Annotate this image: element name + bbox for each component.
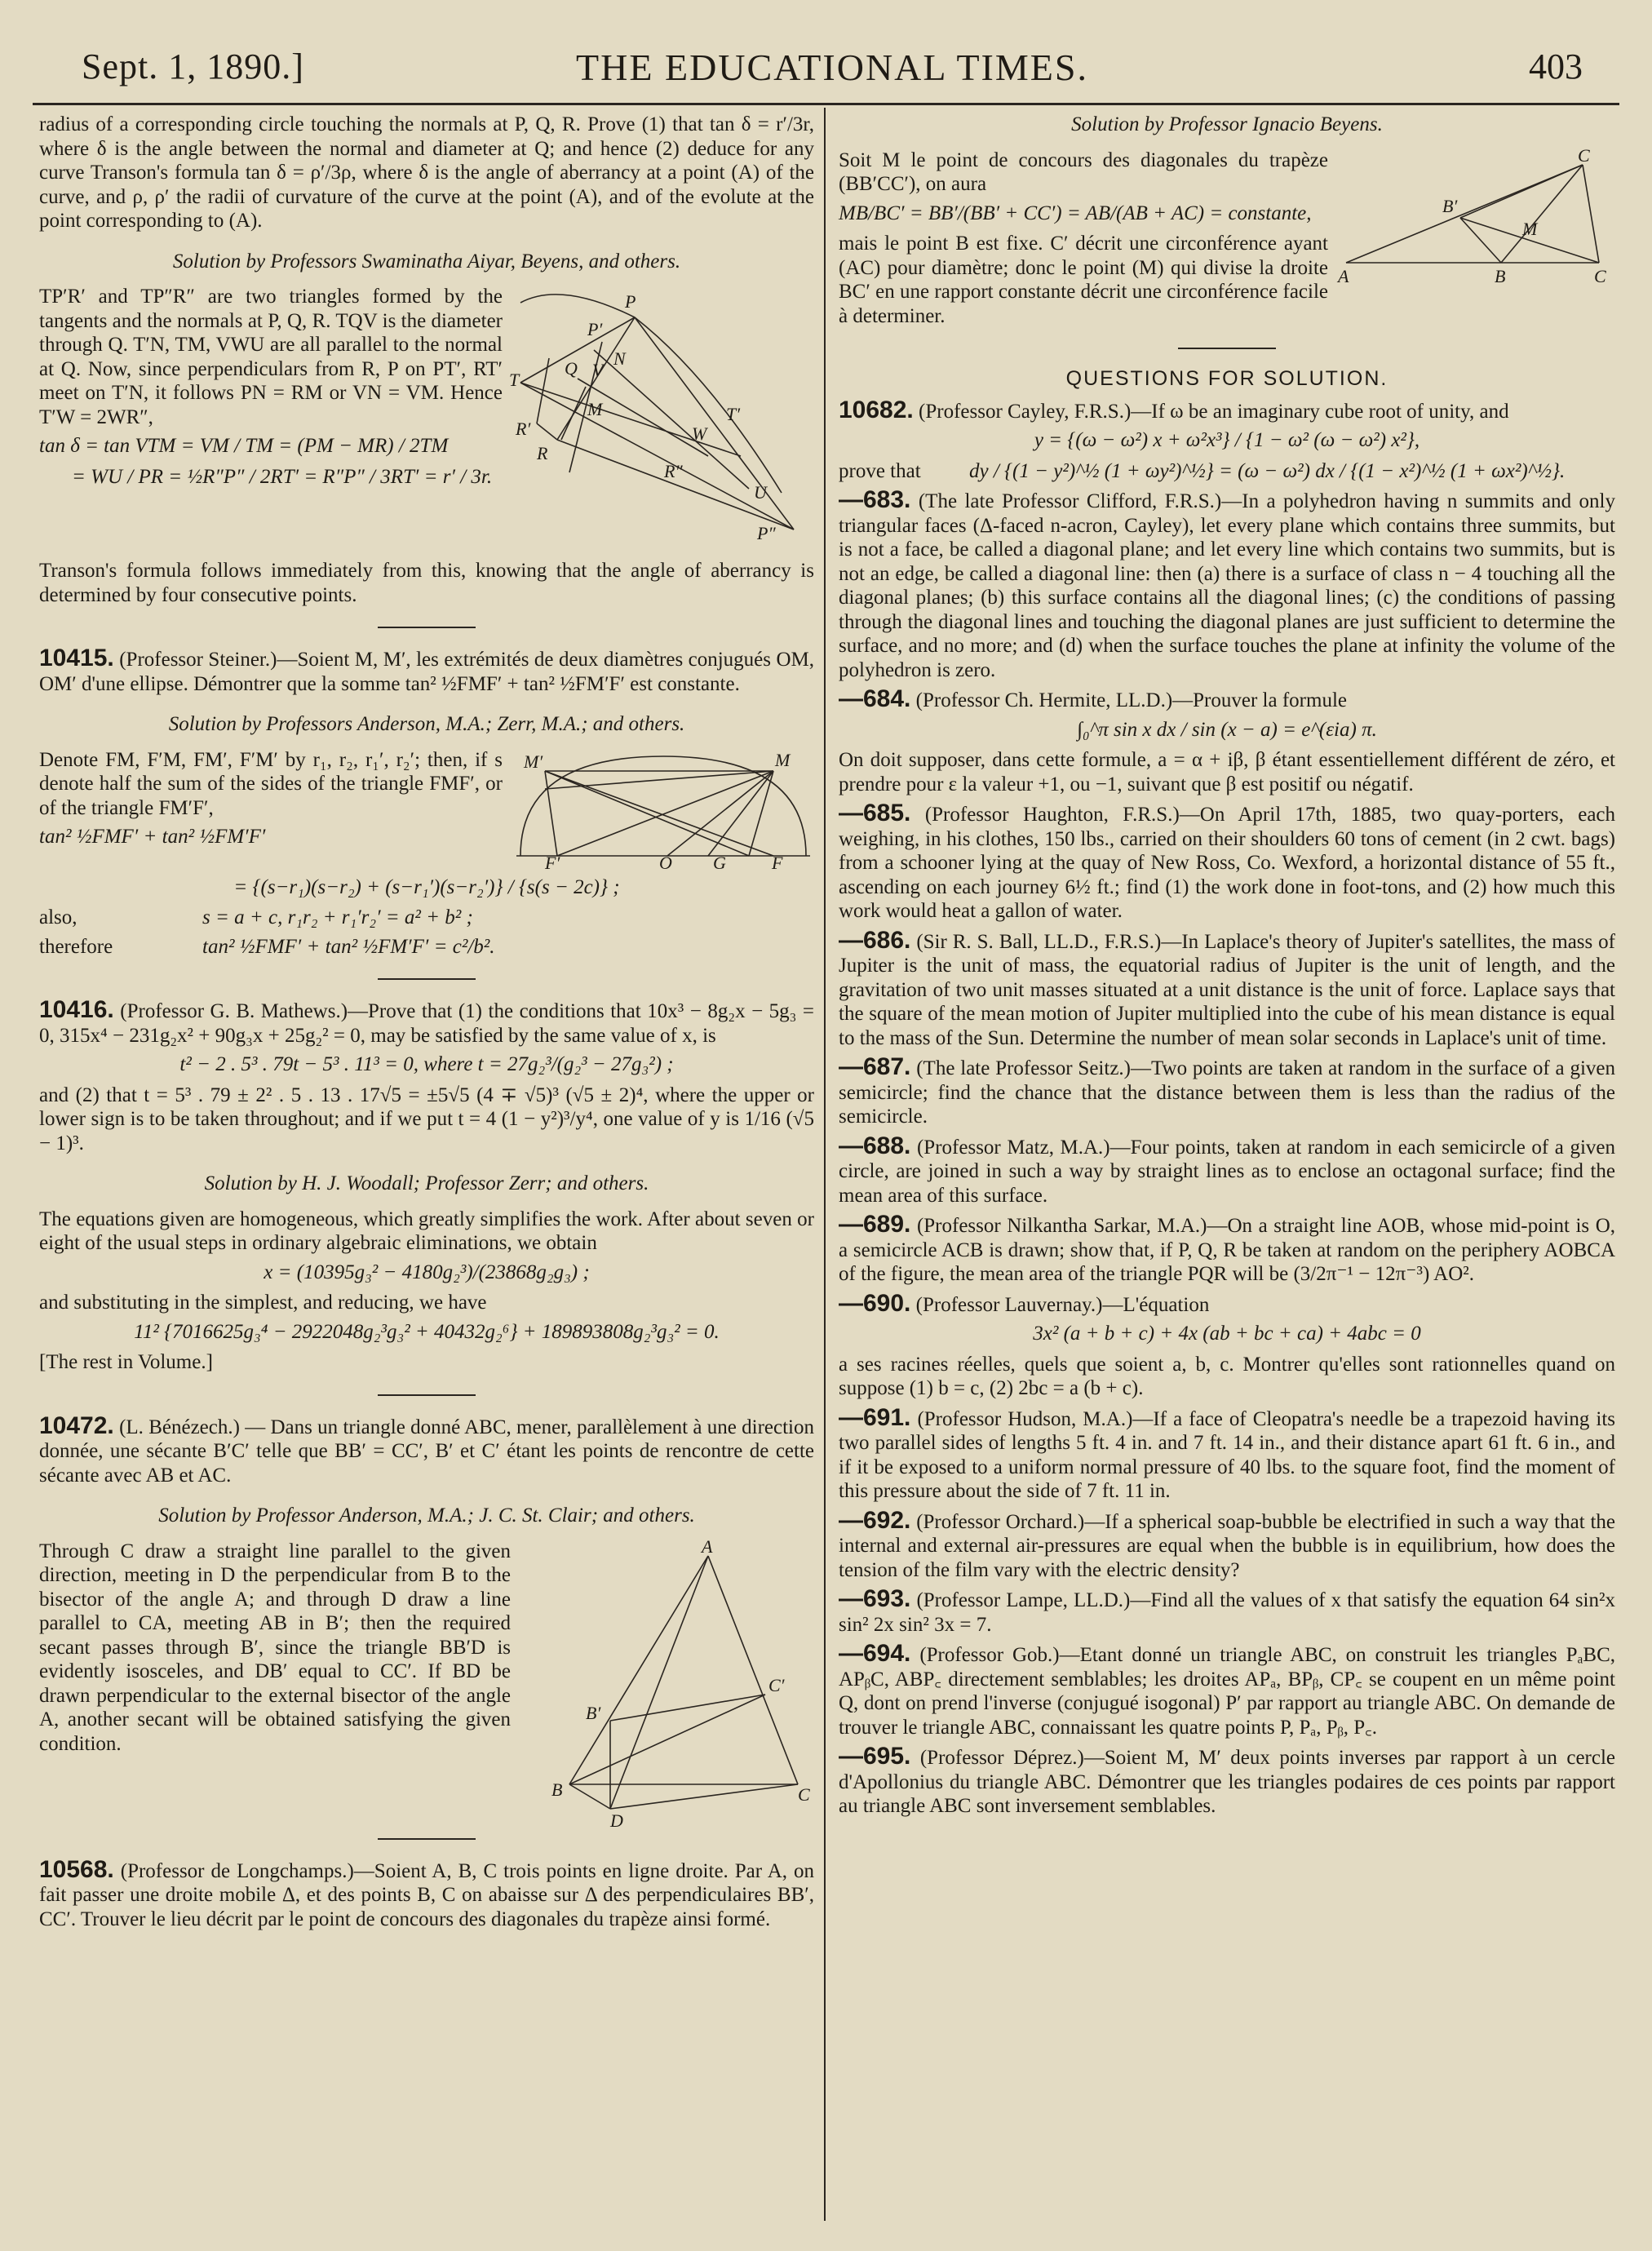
solution-3-text: The equations given are homogeneous, which greatly simplifies the work. After about seven or eight of the usual steps in ordinary algebraic eliminations, we obtain [39, 1207, 814, 1254]
question-690-text-2: a ses racines réelles, quels que soient a, b, c. Montrer qu'elles sont rationnelles quand on suppose (1) b = c, (2) 2bc = a (b + c). [839, 1353, 1615, 1399]
prove-label: prove that [839, 459, 921, 482]
question-text: (Professor Lampe, LL.D.)—Find all the values of x that satisfy the equation 64 sin²x sin² 2x sin² 3x = 7. [839, 1589, 1615, 1636]
fig3-label-c-prime: C′ [768, 1674, 785, 1695]
fig1-label-v: V [592, 360, 604, 380]
solution-1-equation-2: = WU / PR = ½R″P″ / 2RT′ = R″P″ / 3RT′ = r′ / 3r. [72, 465, 493, 488]
question-number: 10568. [39, 1855, 114, 1883]
question-text: (Professor Haughton, F.R.S.)—On April 17th, 1885, two quay-porters, each weighing, in his clothes, 150 lbs., carried on their shoulders 60 tons of cement (in 2 cwt. bags) from a schooner lying at the quay of New Ross, Co. Wexford, a horizontal distance of 55 ft., ascending on each journey 6½ ft.; find (1) the work done in foot-tons, and (2) how much this work would heat a gallon of water. [839, 804, 1616, 922]
question-689 [839, 1212, 1615, 1287]
fig1-label-q: Q [565, 358, 578, 379]
fig3-label-c: C [798, 1784, 810, 1805]
fig1-label-p-prime: P′ [587, 319, 603, 339]
solution-3-text-2: and substituting in the simplest, and reducing, we have [39, 1292, 487, 1314]
solution-heading-3: Solution by H. J. Woodall; Professor Zerr; and others. [204, 1172, 649, 1194]
fig1-label-t-prime: T′ [726, 404, 741, 424]
fig2-label-m: M [775, 749, 791, 770]
fig2-label-f: F [772, 852, 783, 873]
question-692 [839, 1506, 1616, 1583]
solution-2-equation-2: = {(s−r₁)(s−r₂) + (s−r₁′)(s−r₂′)} / {s(s − 2c)} ; [233, 875, 620, 898]
solution-2-also: s = a + c, r₁r₂ + r₁′r₂′ = a² + b² ; [202, 906, 473, 928]
question-687 [839, 1055, 1615, 1129]
fig4-label-b: B [1495, 265, 1506, 286]
separator [378, 978, 476, 980]
question-number: —689. [839, 1211, 911, 1238]
header-date: Sept. 1, 1890.] [82, 47, 304, 86]
question-691 [839, 1403, 1615, 1504]
question-690-equation: 3x² (a + b + c) + 4x (ab + bc + ca) + 4abc = 0 [1033, 1323, 1421, 1345]
question-number: —683. [839, 486, 911, 513]
solution-1-conclusion: Transon's formula follows immediately from this, knowing that the angle of aberrancy is determined by four consecutive points. [39, 560, 814, 606]
solution-heading-2: Solution by Professors Anderson, M.A.; Zerr, M.A.; and others. [168, 713, 685, 735]
fig1-label-r-prime: R′ [516, 419, 531, 439]
fig1-label-u: U [754, 482, 767, 503]
question-684 [839, 687, 1615, 713]
question-text: (Professor Matz, M.A.)—Four points, taken at random in each semicircle of a given circle, are joined in such a way by straight lines as to enclose an octagonal surface; find the mean area of this surface. [839, 1136, 1616, 1207]
question-text: (Professor Steiner.)—Soient M, M′, les extrémités de deux diamètres conjugués OM, OM′ d'une ellipse. Démontrer que la somme tan² ½FMF′ + tan² ½FM′F′ est constante. [39, 649, 814, 695]
page-header [82, 46, 1583, 98]
question-text: (The late Professor Seitz.)—Two points are taken at random in the surface of a given semicircle; find the chance that the distance between them is less than the radius of the semicircle. [839, 1057, 1615, 1128]
solution-3-rest: [The rest in Volume.] [39, 1351, 213, 1373]
question-number: —691. [839, 1403, 911, 1431]
question-10416-text-2: and (2) that t = 5³ . 79 ± 2² . 5 . 13 . 17√5 = ±5√5 (4 ∓ √5)³ (√5 ± 2)⁴, where the upper or lower sign is to be taken throughout; and if we put t = 4 (1 − y²)³/y⁴, one value of y is 1/16 (√5 − 1)³. [39, 1083, 814, 1154]
question-686 [839, 928, 1615, 1051]
fig2-label-o: O [659, 852, 672, 873]
separator [1178, 348, 1276, 349]
figure-ellipse-diagram [512, 748, 814, 871]
question-number: —692. [839, 1506, 911, 1534]
question-10682 [839, 398, 1615, 424]
question-number: 10472. [39, 1411, 114, 1439]
header-title: THE EDUCATIONAL TIMES. [576, 47, 1088, 88]
question-text: (Professor Lauvernay.)—L'équation [915, 1293, 1210, 1316]
fig1-label-n: N [613, 348, 626, 369]
fig4-label-c-top: C [1578, 144, 1590, 166]
solution-heading-1: Solution by Professors Swaminatha Aiyar, Beyens, and others. [172, 250, 681, 273]
solution-5-text-2: mais le point B est fixe. C′ décrit une circonférence ayant (AC) pour diamètre; donc le point (M) qui divise la droite BC′ en une rapport constante décrit une circonférence facile à determiner. [839, 233, 1328, 327]
fig1-label-m: M [587, 399, 603, 419]
fig1-label-r-double-prime: R″ [664, 461, 683, 481]
separator [378, 627, 476, 628]
solution-1-equation-1: tan δ = tan VTM = VM / TM = (PM − MR) / 2TM [39, 435, 449, 457]
figure-normals-diagram [509, 285, 814, 554]
column-divider [824, 108, 826, 2221]
question-10415 [39, 646, 814, 696]
fig4-label-m: M [1522, 218, 1538, 239]
question-685 [839, 801, 1615, 924]
question-10416 [39, 998, 814, 1048]
question-number: —693. [839, 1585, 911, 1612]
also-label: also, [39, 906, 78, 928]
separator [378, 1394, 476, 1396]
question-10682-equation-2: dy / {(1 − y²)^½ (1 + ωy²)^½} = (ω − ω²) dx / {(1 − x²)^½ (1 + ωx²)^½}. [969, 459, 1566, 482]
question-text: (Professor Déprez.)—Soient M, M′ deux points inverses par rapport à un cercle d'Apollonius du triangle ABC. Démontrer que les triangles podaires de ces points par rapport au triangle ABC sont inversement semblables. [839, 1747, 1616, 1817]
question-text: (Professor Ch. Hermite, LL.D.)—Prouver la formule [915, 689, 1347, 711]
fig1-label-t: T [509, 370, 520, 390]
solution-2-therefore: tan² ½FMF′ + tan² ½FM′F′ = c²/b². [202, 935, 495, 958]
question-693 [839, 1587, 1615, 1637]
fig1-label-p-double-prime: P″ [757, 523, 776, 543]
question-text: (Professor Cayley, F.R.S.)—If ω be an imaginary cube root of unity, and [919, 400, 1509, 423]
question-number: —684. [839, 685, 911, 712]
question-684-text-2: On doit supposer, dans cette formule, a = α + iβ, β étant essentiellement différent de zéro, et prendre pour ε la valeur +1, ou −1, suivant que β est positif ou négatif. [839, 749, 1615, 795]
question-text: (L. Bénézech.) — Dans un triangle donné ABC, mener, parallèlement à une direction donnée, une sécante B′C′ telle que BB′ = CC′, B′ et C′ étant les points de rencontre de cette sécante avec AB et AC. [39, 1416, 815, 1487]
solution-2-text: Denote FM, F′M, FM′, F′M′ by r₁, r₂, r₁′, r₂′; then, if s denote half the sum of the sides of the triangle FMF′, or of the triangle FM′F′, [39, 748, 503, 819]
solution-heading-4: Solution by Professor Anderson, M.A.; J. C. St. Clair; and others. [158, 1504, 695, 1527]
question-number: —686. [839, 926, 911, 954]
question-text: (Professor G. B. Mathews.)—Prove that (1) the conditions that 10x³ − 8g₂x − 5g₃ = 0, 315x⁴ − 231g₂x² + 90g₃x + 25g₂² = 0, may be satisfied by the same value of x, is [39, 1000, 815, 1047]
question-text: (The late Professor Clifford, F.R.S.)—In a polyhedron having n summits and only triangular faces (Δ-faced n-acron, Cayley), let every plane which contains three summits, but is not a face, be called a diagonal plane; and let every line which contains two summits, but is not an edge, be called a diagonal line: then (a) there is a surface of class n − 4 touching all the diagonal planes; (b) this surface contains all the diagonal lines; (c) the conditions of passing through the diagonal lines and touching the diagonal planes are just sufficient to determine the surface, and no more; and (d) when the surface touches the plane at infinity the volume of the polyhedron is zero. [839, 490, 1615, 681]
fig3-label-a: A [702, 1535, 713, 1557]
question-number: —690. [839, 1289, 911, 1317]
question-number: —687. [839, 1053, 911, 1080]
fig4-label-a: A [1338, 265, 1349, 286]
question-text: (Sir R. S. Ball, LL.D., F.R.S.)—In Laplace's theory of Jupiter's satellites, the mass of Jupiter is the unit of mass, the equatorial radius of Jupiter is the unit of length, and the gravitation of two unit masses situated at a unit distance is the unit of force. Laplace says that the square of the mean motion of Jupiter multiplied into the cube of his mean distance is equal to the mass of the Sun. Determine the number of mean solar seconds in Laplace's unit of time. [839, 930, 1615, 1049]
question-10472 [39, 1411, 815, 1488]
question-10682-prove-row [839, 459, 1615, 484]
fig2-label-f-prime: F′ [545, 852, 560, 873]
fig3-label-d: D [610, 1810, 623, 1831]
therefore-label: therefore [39, 935, 113, 958]
fig2-label-g: G [713, 852, 726, 873]
question-number: 10682. [839, 396, 914, 423]
question-694 [839, 1642, 1615, 1739]
question-10568 [39, 1855, 814, 1932]
question-text: (Professor de Longchamps.)—Soient A, B, C trois points en ligne droite. Par A, on fait passer une droite mobile Δ, et des points B, C on abaisse sur Δ des perpendiculaires BB′, CC′. Trouver le lieu décrit par le point de concours des diagonales du trapèze ainsi formé. [39, 1859, 814, 1930]
solution-2-equation-1: tan² ½FMF′ + tan² ½FM′F′ [39, 826, 266, 848]
header-rule [33, 103, 1619, 105]
fig3-label-b-prime: B′ [586, 1702, 601, 1723]
question-688 [839, 1134, 1615, 1208]
question-690 [839, 1289, 1615, 1318]
question-text: (Professor Orchard.)—If a spherical soap-bubble be electrified in such a way that the internal and external air-pressures are equal when the bubble is in equilibrium, how does the tension of the film vary with the electric density? [839, 1510, 1616, 1581]
question-number: —695. [839, 1743, 911, 1770]
left-column [39, 113, 814, 2226]
header-page-number: 403 [1529, 47, 1583, 86]
solution-1-text: TP′R′ and TP″R″ are two triangles formed by the tangents and the normals at P, Q, R. TQV is the diameter through Q. T′N, TM, VWU are all parallel to the normal at Q. Now, since perpendiculars from R, P on PT′, RT′ meet on T′N, it follows PN = RM or VN = VM. Hence T′W = 2WR″, [39, 286, 503, 428]
solution-4-text: Through C draw a straight line parallel to the given direction, meeting in D the perpendicular from B to the bisector of the angle A; and through D draw a line parallel to CA, meeting AB in B′; then the required secant passes through B′, since the triangle BB′D is evidently isosceles, and DB′ equal to CC′. If BD be drawn perpendicular to the external bisector of the angle A, another secant will be obtained satisfying the given condition. [39, 1540, 511, 1755]
questions-heading: QUESTIONS FOR SOLUTION. [1065, 367, 1388, 390]
solution-5-text: Soit M le point de concours des diagonales du trapèze (BB′CC′), on aura [839, 148, 1328, 195]
fig4-label-b-prime: B′ [1442, 195, 1458, 216]
solution-heading-5: Solution by Professor Ignacio Beyens. [1071, 113, 1383, 135]
question-number: —688. [839, 1132, 911, 1159]
fig4-label-c: C [1594, 265, 1606, 286]
question-10682-equation-1: y = {(ω − ω²) x + ω²x³} / {1 − ω² (ω − ω²) x²}, [1034, 429, 1420, 451]
fig3-label-b: B [551, 1779, 563, 1800]
question-695 [839, 1744, 1615, 1819]
solution-5-equation: MB/BC′ = BB′/(BB′ + CC′) = AB/(AB + AC) = constante, [839, 202, 1312, 224]
question-number: 10415. [39, 645, 114, 671]
intro-paragraph: radius of a corresponding circle touching the normals at P, Q, R. Prove (1) that tan δ = r′/3r, where δ is the angle between the normal and diameter at Q; and hence (2) deduce for any curve Transon's formula tan δ = ρ′/3ρ, where δ is the angle of aberrancy at a point (A) of the curve, and ρ, ρ′ the radii of curvature of the curve at the point (A), and of the evolute at the point corresponding to (A). [39, 113, 814, 232]
question-text: (Professor Hudson, M.A.)—If a face of Cleopatra's needle be a trapezoid having its two parallel sides of lengths 5 ft. 4 in. and 7 ft. 14 in., and their distance apart 61 ft. 6 in., and if it be exposed to a uniform normal pressure of 40 lbs. to the square foot, find the moment of this pressure about the side of 7 ft. 11 in. [839, 1407, 1615, 1502]
solution-2-therefore-row [39, 935, 814, 959]
question-text: (Professor Nilkantha Sarkar, M.A.)—On a straight line AOB, whose mid-point is O, a semicircle ACB is drawn; show that, if P, Q, R be taken at random on the periphery AOBCA of the figure, the mean area of the triangle PQR will be (3/2π⁻¹ − 12π⁻³) AO². [839, 1215, 1616, 1285]
figure-trapezoid-diagram [1338, 144, 1615, 287]
question-10416-equation: t² − 2 . 5³ . 79t − 5³ . 11³ = 0, where t = 27g₂³/(g₂³ − 27g₃²) ; [179, 1053, 674, 1075]
question-number: —694. [839, 1640, 911, 1667]
solution-2-also-row [39, 906, 814, 930]
fig1-label-r: R [537, 443, 548, 463]
fig1-label-w: W [692, 423, 707, 444]
solution-3-equation-1: x = (10395g₃² − 4180g₂³)/(23868g₂g₃) ; [264, 1261, 590, 1283]
fig1-label-p: P [625, 291, 636, 312]
question-text: (Professor Gob.)—Etant donné un triangle ABC, on construit les triangles PₐBC, APᵦC, ABP꜀ directement semblables; les droites APₐ, BPᵦ, CP꜀ se coupent en un même point Q, dont on prend l'inverse (conjugué isogonal) P′ par rapport au triangle ABC. On demande de trouver le triangle ABC, connaissant les quatre points P, Pₐ, Pᵦ, P꜀. [839, 1644, 1616, 1739]
figure-triangle-secant [520, 1535, 814, 1833]
solution-3-equation-2: 11² {7016625g₃⁴ − 2922048g₂³g₃² + 40432g₂⁶} + 189893808g₂³g₃² = 0. [134, 1320, 720, 1343]
fig2-label-m-prime: M′ [524, 751, 543, 772]
question-number: —685. [839, 800, 911, 826]
question-684-equation: ∫₀^π sin x dx / sin (x − a) = e^(εia) π. [1077, 718, 1377, 741]
right-column [839, 113, 1615, 2226]
question-683 [839, 488, 1615, 682]
question-number: 10416. [39, 996, 114, 1023]
separator [378, 1838, 476, 1840]
